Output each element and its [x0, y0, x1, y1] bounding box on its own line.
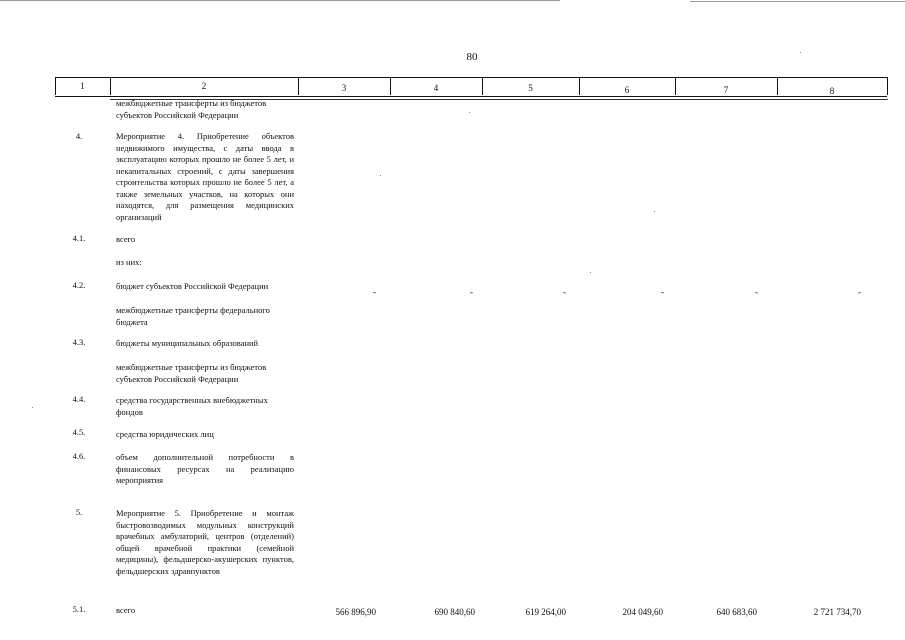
- column-header: 5: [528, 83, 533, 93]
- row-number: 5.: [75, 507, 83, 517]
- value-cell: 566 896,90: [335, 607, 376, 617]
- column-header: 4: [433, 83, 439, 93]
- scan-edge-line: [690, 1, 905, 2]
- row-number: 4.2.: [72, 280, 86, 290]
- row-number: 4.: [75, 131, 83, 141]
- table-header: [55, 77, 888, 95]
- scan-speck: [800, 52, 801, 53]
- row-number: 4.3.: [72, 337, 86, 347]
- row-number: 4.6.: [72, 451, 86, 461]
- scan-edge-line: [0, 0, 560, 1]
- column-header: 7: [723, 85, 729, 95]
- row-label: всего: [116, 605, 136, 615]
- column-divider: [887, 77, 888, 95]
- row-label: межбюджетные трансферты из бюджетов субъектов Российской Федерации: [116, 362, 267, 384]
- column-header: 8: [829, 86, 835, 96]
- value-cell: 619 264,00: [525, 607, 566, 617]
- row-label: всего: [116, 234, 136, 244]
- empty-value-dash: -: [470, 287, 473, 297]
- value-cell: 690 840,60: [434, 607, 475, 617]
- row-number: 4.1.: [72, 233, 86, 243]
- scan-speck: [380, 175, 381, 176]
- scan-speck: [654, 211, 655, 212]
- row-label: бюджеты муниципальных образований: [116, 338, 259, 348]
- row-number: 5.1.: [72, 604, 86, 614]
- scan-speck: [469, 112, 470, 113]
- scan-speck: [32, 407, 33, 408]
- row-label: из них:: [116, 257, 142, 267]
- value-cell: 640 683,60: [716, 607, 757, 617]
- row-label: объем дополнительной потребности в финансовых ресурсах на реализацию мероприятия: [116, 452, 294, 485]
- row-label: средства юридических лиц: [116, 429, 214, 439]
- row-number: 4.4.: [72, 394, 86, 404]
- empty-value-dash: -: [563, 287, 566, 297]
- empty-value-dash: -: [755, 287, 758, 297]
- column-header: 2: [201, 81, 207, 91]
- row-label: средства государственных внебюджетных фондов: [116, 395, 268, 417]
- column-header: 3: [341, 83, 347, 93]
- empty-value-dash: -: [661, 287, 664, 297]
- row-label: межбюджетные трансферты из бюджетов субъектов Российской Федерации: [116, 98, 267, 120]
- row-label: Мероприятие 4. Приобретение объектов недвижимого имущества, с даты ввода в эксплуатацию которых прошло не более 5 лет, и некапитальных строений, с даты завершения строительства которых прошло не более 5 лет, а также земельных участков, на которых они находятся, для размещения медицинских организаций: [116, 131, 294, 222]
- empty-value-dash: -: [373, 287, 376, 297]
- scan-speck: [590, 272, 591, 273]
- column-header: 1: [80, 81, 85, 91]
- empty-value-dash: -: [858, 287, 861, 297]
- row-label: бюджет субъектов Российской Федерации: [116, 281, 269, 291]
- row-number: 4.5.: [72, 427, 86, 437]
- page-number: 80: [466, 51, 478, 63]
- row-label: Мероприятие 5. Приобретение и монтаж быстровозводимых модульных конструкций врачебных амбулаторий, центров (отделений) общей врачебной практики (семейной медицины), фельдшерско-акушерских пунктов, фельдшерских здравпунктов: [116, 508, 294, 576]
- value-cell: 2 721 734,70: [813, 607, 861, 617]
- value-cell: 204 049,60: [622, 607, 663, 617]
- column-header: 6: [624, 85, 630, 95]
- row-label: межбюджетные трансферты федерального бюджета: [116, 305, 270, 327]
